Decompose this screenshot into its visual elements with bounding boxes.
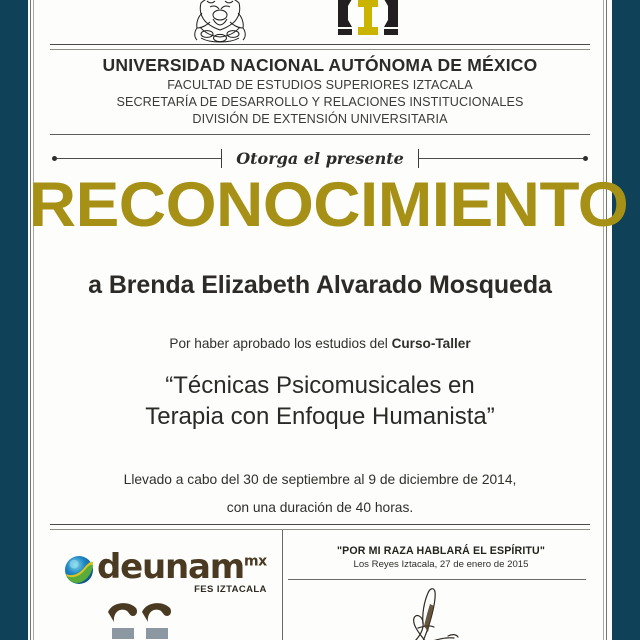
- course-title: [40, 370, 600, 433]
- deunam-logo: [64, 547, 267, 596]
- course-dates: [40, 466, 600, 523]
- place-and-date: Los Reyes Iztacala, 27 de enero de 2015: [353, 559, 529, 570]
- division-name: DIVISIÓN DE EXTENSIÓN UNIVERSITARIA: [192, 111, 448, 126]
- approval-statement: [40, 336, 600, 351]
- course-dates-line-2: con una duración de 40 horas.: [226, 500, 414, 516]
- faculty-name: FACULTAD DE ESTUDIOS SUPERIORES IZTACALA: [167, 77, 473, 92]
- header-top-rule: [50, 44, 590, 50]
- grants-row: [52, 148, 588, 170]
- award-title: RECONOCIMIENTO: [28, 169, 629, 240]
- unam-shield-icon: [188, 0, 252, 44]
- deunam-subtitle: FES IZTACALA: [194, 584, 267, 596]
- institution-name: UNIVERSIDAD NACIONAL AUTÓNOMA DE MÉXICO: [102, 55, 538, 75]
- logo-row: [40, 0, 600, 44]
- approval-prefix: Por haber aprobado los estudios del: [169, 335, 392, 351]
- course-title-line-1: “Técnicas Psicomusicales en: [165, 371, 475, 399]
- approval-emphasis: Curso-Taller: [391, 335, 471, 351]
- secretariat-name: SECRETARÍA DE DESARROLLO Y RELACIONES INSTITUCIONALES: [116, 94, 524, 109]
- grants-label: Otorga el presente: [236, 149, 404, 168]
- footer-right-column: [282, 530, 600, 640]
- frame-line-left-outer: [30, 0, 31, 640]
- frame-line-right-outer: [606, 0, 607, 640]
- secondary-institution-logo-icon: [102, 598, 198, 640]
- certificate-content: [28, 0, 629, 640]
- ornament-line-right: [419, 158, 583, 159]
- course-dates-line-1: Llevado a cabo del 30 de septiembre al 9 de diciembre de 2014,: [123, 471, 517, 487]
- course-title-line-2: Terapia con Enfoque Humanista”: [145, 403, 495, 431]
- deunam-text: [97, 547, 267, 587]
- deunam-tld: mx: [243, 553, 267, 570]
- signature-rule: [288, 579, 586, 580]
- university-motto: "POR MI RAZA HABLARÁ EL ESPÍRITU": [336, 545, 546, 557]
- fes-iztacala-i-icon: [334, 0, 402, 44]
- recipient-name: a Brenda Elizabeth Alvarado Mosqueda: [88, 270, 552, 299]
- deunam-word: deunam: [97, 547, 244, 587]
- frame-line-right-inner: [603, 0, 604, 640]
- frame-line-left-inner: [33, 0, 34, 640]
- ornament-dot-right: [583, 156, 588, 161]
- ornament-line-left: [57, 158, 221, 159]
- header-bottom-rule: [50, 134, 590, 135]
- certificate-footer: [40, 524, 600, 640]
- footer-left-column: [40, 530, 282, 640]
- deunam-globe-icon: [64, 555, 94, 585]
- institution-header: [40, 55, 600, 128]
- signature-image: [360, 582, 510, 640]
- footer-columns: [40, 530, 600, 640]
- deunam-wordmark: [97, 547, 267, 596]
